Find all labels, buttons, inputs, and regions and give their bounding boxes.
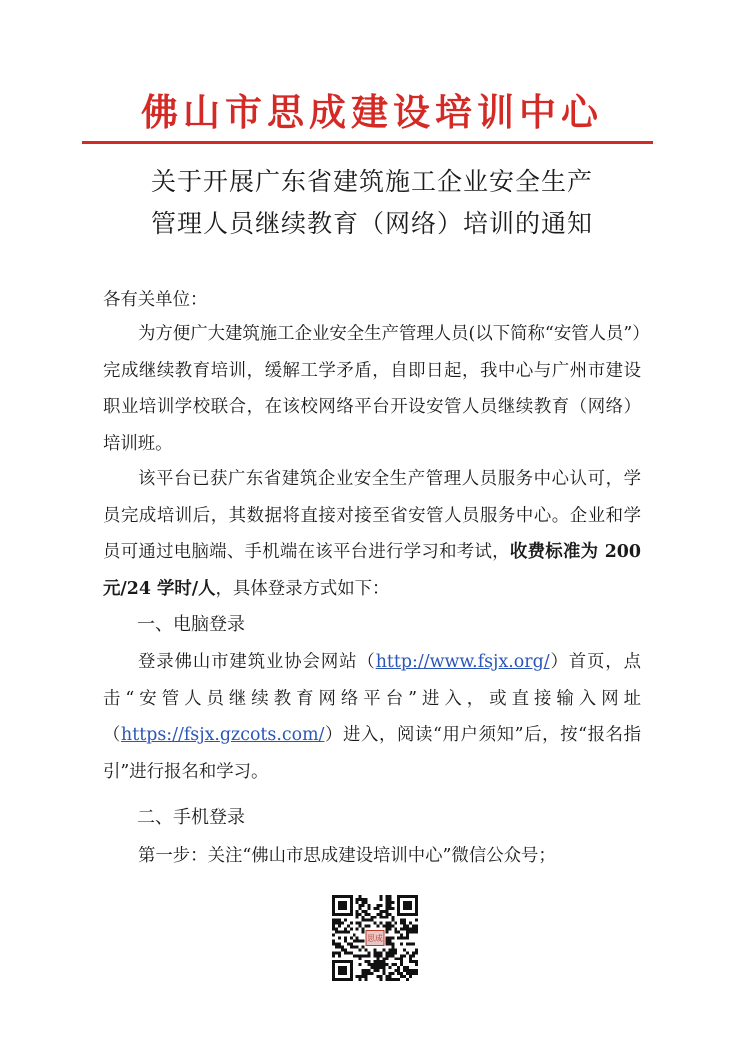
organization-title: 佛山市思成建设培训中心 [141,91,603,134]
paragraph-intro [103,316,641,462]
qr-code-icon [332,895,418,981]
paragraph-platform-text [103,461,641,607]
document-title-line-1: 关于开展广东省建筑施工企业安全生产 [150,167,593,196]
association-website-link[interactable]: http://www.fsjx.org/ [375,652,550,672]
paragraph-pc-login-text [103,644,641,790]
pc-login-part-c: ）进入，阅读“用户须知”后，按“报名指引”进行报名和学习。 [103,725,641,782]
section-heading-pc-login: 一、电脑登录 [137,614,245,635]
document-title-line-2: 管理人员继续教育（网络）培训的通知 [150,209,593,238]
paragraph-platform [103,461,641,607]
fee-standard: 收费标准为 200 元/24 学时/人 [103,542,641,599]
mobile-step-1-text: 第一步：关注“佛山市思成建设培训中心”微信公众号； [138,846,556,866]
paragraph-pc-login [103,644,641,790]
paragraph-intro-text: 为方便广大建筑施工企业安全生产管理人员(以下简称“安管人员”）完成继续教育培训，缓解工学矛盾，自即日起，我中心与广州市建设职业培训学校联合，在该校网络平台开设安管人员继续教育（网络）培训班。 [103,324,641,454]
pc-login-part-b: ）首页，点击“安管人员继续教育网络平台”进入，或直接输入网址（ [103,652,641,745]
platform-description: 该平台已获广东省建筑企业安全生产管理人员服务中心认可，学员完成培训后，其数据将直接对接至省安管人员服务中心。企业和学员可通过电脑端、手机端在该平台进行学习和考试， [103,469,641,562]
paragraph-mobile-step-1 [103,838,641,875]
salutation: 各有关单位： [103,290,208,310]
qr-seal-text: 思成 [367,934,383,944]
pc-login-part-a: 登录佛山市建筑业协会网站（ [138,652,376,672]
platform-tail: ，具体登录方式如下： [215,578,390,599]
platform-website-link[interactable]: https://fsjx.gzcots.com/ [121,725,325,745]
red-header-rule [82,141,653,144]
section-heading-mobile-login: 二、手机登录 [137,807,245,828]
